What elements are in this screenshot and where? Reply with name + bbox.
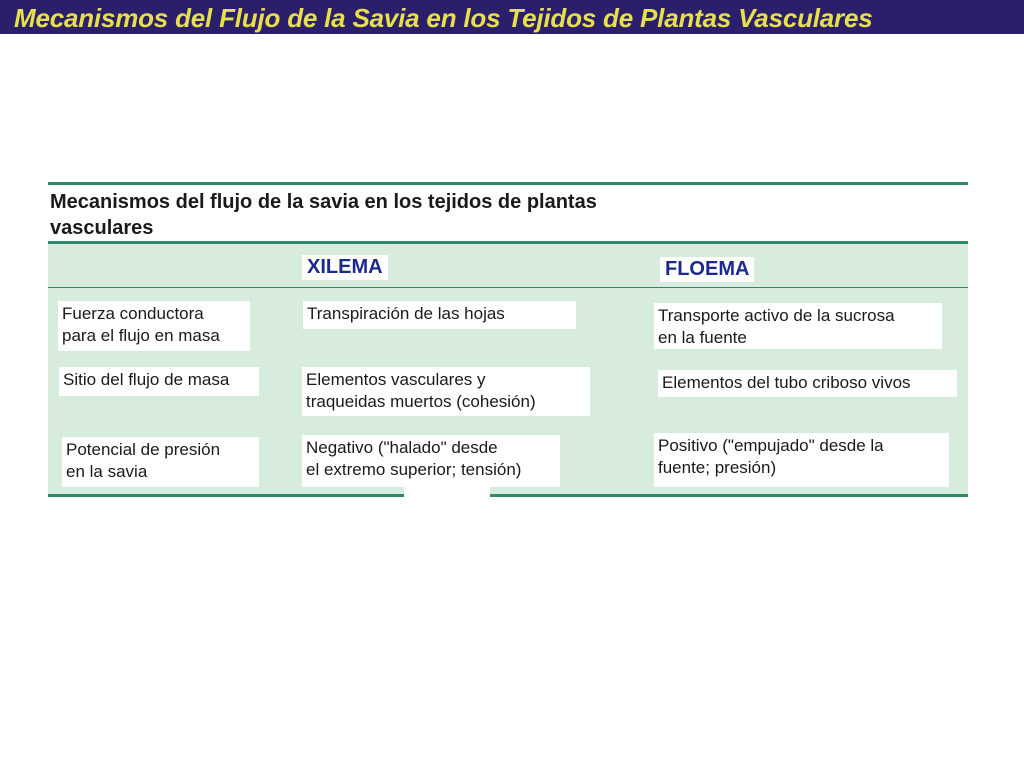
row-3-label-line-2: en la savia: [66, 462, 148, 481]
row-3-floema-line-2: fuente; presión): [658, 458, 777, 477]
table-heading-line-2: vasculares: [50, 217, 154, 239]
row-1-label-line-1: Fuerza conductora: [62, 304, 204, 323]
row-2-xilema-line-2: traqueidas muertos (cohesión): [306, 392, 536, 411]
slide-title: Mecanismos del Flujo de la Savia en los Tejidos de Plantas Vasculares: [14, 3, 873, 33]
row-1-xilema: [303, 301, 576, 329]
table-top-rule: [48, 182, 968, 185]
row-1-label-line-2: para el flujo en masa: [62, 326, 220, 345]
title-bar: [0, 0, 1024, 34]
row-1-floema: [654, 303, 942, 349]
row-2-xilema-line-1: Elementos vasculares y: [306, 370, 486, 389]
table-bottom-rule: [48, 494, 968, 497]
row-3-label-line-1: Potencial de presión: [66, 440, 221, 459]
row-2-label: [59, 367, 259, 396]
table-header-row: [48, 244, 968, 287]
row-3-xilema: [302, 435, 560, 487]
row-2-xilema: [302, 367, 590, 416]
row-1-label: [58, 301, 250, 351]
column-header-floema: FLOEMA: [660, 257, 754, 282]
row-3-xilema-line-1: Negativo ("halado" desde: [306, 438, 498, 457]
bottom-rule-gap: [404, 486, 490, 498]
row-2-label-line-1: Sitio del flujo de masa: [63, 370, 230, 389]
table-heading: [50, 189, 597, 241]
row-1-floema-line-1: Transporte activo de la sucrosa: [658, 306, 895, 325]
row-1-xilema-line-1: Transpiración de las hojas: [307, 304, 505, 323]
row-1-floema-line-2: en la fuente: [658, 328, 747, 347]
row-2-floema-line-1: Elementos del tubo criboso vivos: [662, 373, 911, 392]
table-heading-line-1: Mecanismos del flujo de la savia en los tejidos de plantas: [50, 191, 597, 213]
row-3-label: [62, 437, 259, 487]
row-3-floema: [654, 433, 949, 487]
column-header-xilema: XILEMA: [302, 255, 388, 280]
row-3-xilema-line-2: el extremo superior; tensión): [306, 460, 522, 479]
row-3-floema-line-1: Positivo ("empujado" desde la: [658, 436, 884, 455]
row-2-floema: [658, 370, 957, 397]
